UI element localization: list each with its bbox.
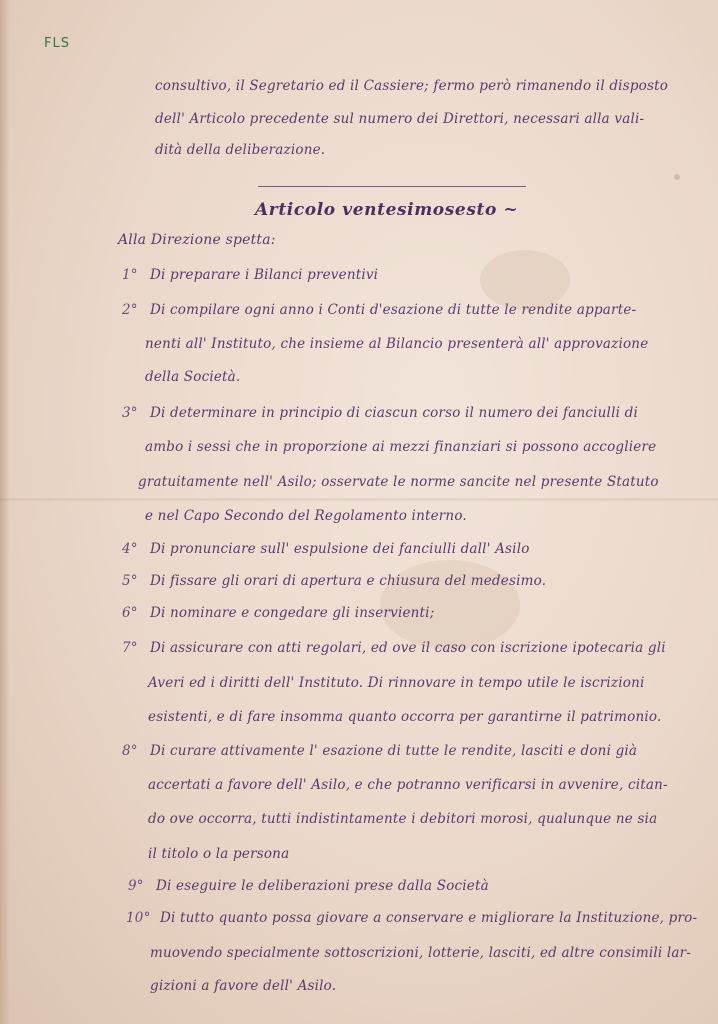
margin-mark [674,174,680,180]
text-line: della Società. [145,369,241,385]
item-number: 8° [122,743,138,759]
item-number: 4° [122,541,138,557]
text-line: gratuitamente nell' Asilo; osservate le norme sancite nel presente Statuto [138,474,659,490]
item-number: 9° [128,878,144,894]
item-number: 2° [122,302,138,318]
text-line: Di preparare i Bilanci preventivi [150,267,379,283]
paper-fold [0,498,718,501]
text-line: dell' Articolo precedente sul numero dei Direttori, necessari alla vali- [155,111,645,127]
item-number: 3° [122,405,138,421]
text-line: ambo i sessi che in proporzione ai mezzi finanziari si possono accogliere [145,439,657,455]
archive-stamp: FLS [44,36,70,51]
text-line: esistenti, e di fare insomma quanto occorra per garantirne il patrimonio. [148,709,662,725]
text-line: accertati a favore dell' Asilo, e che potranno verificarsi in avvenire, citan- [148,777,668,793]
text-line: Di pronunciare sull' espulsione dei fanciulli dall' Asilo [150,541,530,557]
item-number: 10° [126,910,151,926]
item-number: 1° [122,267,138,283]
text-line: il titolo o la persona [148,846,290,862]
text-line: Di tutto quanto possa giovare a conservare e migliorare la Instituzione, pro- [160,910,698,926]
article-lead: Alla Direzione spetta: [118,232,276,248]
text-line: Di fissare gli orari di apertura e chiusura del medesimo. [150,573,547,589]
text-line: Di determinare in principio di ciascun corso il numero dei fanciulli di [150,405,638,421]
item-number: 5° [122,573,138,589]
text-line: muovendo specialmente sottoscrizioni, lotterie, lasciti, ed altre consimili lar- [150,945,692,961]
text-line: Di assicurare con atti regolari, ed ove il caso con iscrizione ipotecaria gli [150,640,666,656]
text-line: e nel Capo Secondo del Regolamento interno. [145,508,467,524]
text-line: do ove occorra, tutti indistintamente i debitori morosi, qualunque ne sia [148,811,658,827]
text-line: nenti all' Instituto, che insieme al Bilancio presenterà all' approvazione [145,336,649,352]
text-line: Di eseguire le deliberazioni prese dalla Società [156,878,489,894]
article-heading: Articolo ventesimosesto ~ [255,200,519,220]
text-line: Di compilare ogni anno i Conti d'esazione di tutte le rendite apparte- [150,302,637,318]
text-line: consultivo, il Segretario ed il Cassiere; fermo però rimanendo il disposto [155,78,669,94]
item-number: 6° [122,605,138,621]
section-rule [258,186,526,187]
text-line: Di nominare e congedare gli inservienti; [150,605,435,621]
text-line: dità della deliberazione. [155,142,326,158]
text-line: Di curare attivamente l' esazione di tutte le rendite, lasciti e doni già [150,743,638,759]
text-line: gizioni a favore dell' Asilo. [150,978,337,994]
text-line: Averi ed i diritti dell' Instituto. Di rinnovare in tempo utile le iscrizioni [148,675,645,691]
item-number: 7° [122,640,138,656]
paper-stain [480,250,570,310]
page-edge-shadow [0,0,10,1024]
